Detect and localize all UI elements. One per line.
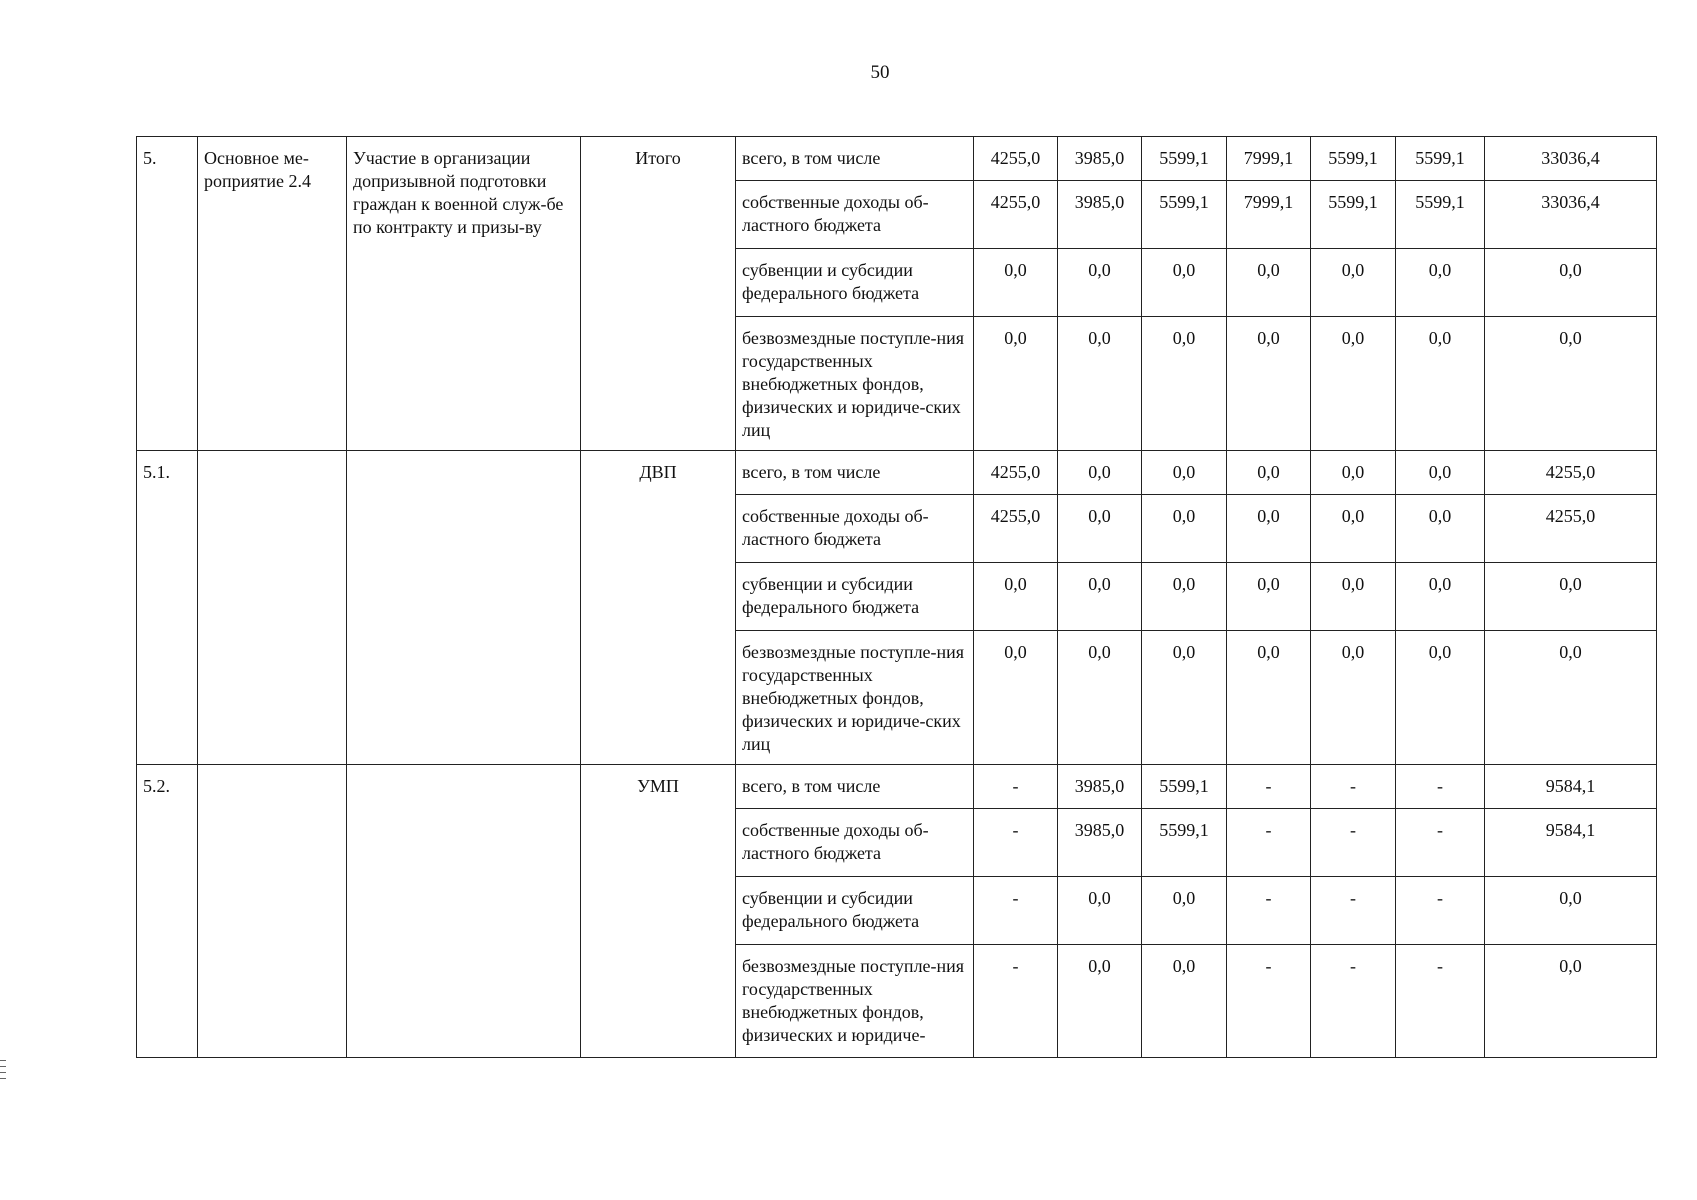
year-value: 0,0 — [1058, 631, 1142, 765]
table-row — [137, 451, 1657, 495]
page-number: 50 — [870, 62, 890, 83]
year-value: - — [1227, 765, 1311, 809]
funding-source: всего, в том числе — [736, 137, 974, 181]
year-value: 5599,1 — [1311, 137, 1396, 181]
year-value: - — [1396, 765, 1485, 809]
year-value: 0,0 — [1142, 563, 1227, 631]
year-value: 0,0 — [1058, 945, 1142, 1058]
event-type — [198, 765, 347, 1058]
year-value: 0,0 — [1058, 317, 1142, 451]
executor: Итого — [581, 137, 736, 451]
year-value: 0,0 — [1058, 877, 1142, 945]
year-value: 0,0 — [1058, 495, 1142, 563]
year-value: - — [1311, 809, 1396, 877]
year-value: 0,0 — [1396, 495, 1485, 563]
event-name — [347, 451, 581, 765]
year-value: 5599,1 — [1142, 765, 1227, 809]
year-value: 5599,1 — [1396, 181, 1485, 249]
year-value: 0,0 — [1396, 249, 1485, 317]
funding-source: безвозмездные поступле-ния государственных внебюджетных фондов, физических и юридиче-ских лиц — [736, 317, 974, 451]
year-value: 0,0 — [974, 631, 1058, 765]
year-value: - — [1396, 809, 1485, 877]
left-edge-marks — [0, 1060, 6, 1084]
year-value: - — [1227, 809, 1311, 877]
row-index: 5.1. — [137, 451, 198, 765]
total-value: 0,0 — [1485, 249, 1657, 317]
funding-source: безвозмездные поступле-ния государственных внебюджетных фондов, физических и юридиче-ских лиц — [736, 631, 974, 765]
funding-source: собственные доходы об-ластного бюджета — [736, 181, 974, 249]
event-name: Участие в организации допризывной подготовки граждан к военной служ-бе по контракту и призы-ву — [347, 137, 581, 451]
total-value: 9584,1 — [1485, 765, 1657, 809]
year-value: 0,0 — [1396, 317, 1485, 451]
year-value: 5599,1 — [1311, 181, 1396, 249]
year-value: - — [1396, 877, 1485, 945]
executor: УМП — [581, 765, 736, 1058]
row-index: 5.2. — [137, 765, 198, 1058]
budget-table — [136, 136, 1657, 1058]
year-value: 0,0 — [1227, 495, 1311, 563]
year-value: 0,0 — [1142, 317, 1227, 451]
total-value: 0,0 — [1485, 877, 1657, 945]
year-value: - — [974, 945, 1058, 1058]
funding-source: субвенции и субсидии федерального бюджета — [736, 877, 974, 945]
funding-source: собственные доходы об-ластного бюджета — [736, 809, 974, 877]
year-value: 0,0 — [974, 563, 1058, 631]
year-value: - — [1396, 945, 1485, 1058]
event-type: Основное ме- роприятие 2.4 — [198, 137, 347, 451]
event-type — [198, 451, 347, 765]
year-value: 0,0 — [1058, 451, 1142, 495]
year-value: 0,0 — [1311, 563, 1396, 631]
year-value: 0,0 — [1311, 451, 1396, 495]
funding-source: собственные доходы об-ластного бюджета — [736, 495, 974, 563]
year-value: - — [1227, 945, 1311, 1058]
table-row — [137, 765, 1657, 809]
year-value: 4255,0 — [974, 495, 1058, 563]
year-value: 0,0 — [1396, 563, 1485, 631]
total-value: 4255,0 — [1485, 495, 1657, 563]
year-value: 0,0 — [1142, 945, 1227, 1058]
executor: ДВП — [581, 451, 736, 765]
year-value: 0,0 — [974, 317, 1058, 451]
year-value: 3985,0 — [1058, 809, 1142, 877]
year-value: 0,0 — [1142, 877, 1227, 945]
year-value: 4255,0 — [974, 451, 1058, 495]
year-value: 4255,0 — [974, 181, 1058, 249]
year-value: - — [974, 809, 1058, 877]
year-value: 0,0 — [974, 249, 1058, 317]
year-value: 0,0 — [1058, 249, 1142, 317]
total-value: 33036,4 — [1485, 181, 1657, 249]
year-value: 7999,1 — [1227, 181, 1311, 249]
year-value: 0,0 — [1142, 249, 1227, 317]
funding-source: всего, в том числе — [736, 451, 974, 495]
year-value: - — [1311, 945, 1396, 1058]
year-value: 3985,0 — [1058, 765, 1142, 809]
year-value: 0,0 — [1142, 451, 1227, 495]
year-value: 0,0 — [1227, 249, 1311, 317]
total-value: 0,0 — [1485, 631, 1657, 765]
year-value: - — [1227, 877, 1311, 945]
year-value: 0,0 — [1396, 631, 1485, 765]
funding-source: всего, в том числе — [736, 765, 974, 809]
year-value: - — [1311, 877, 1396, 945]
funding-source: безвозмездные поступле-ния государственных внебюджетных фондов, физических и юридиче- — [736, 945, 974, 1058]
total-value: 0,0 — [1485, 945, 1657, 1058]
year-value: 0,0 — [1311, 495, 1396, 563]
total-value: 9584,1 — [1485, 809, 1657, 877]
year-value: 3985,0 — [1058, 137, 1142, 181]
year-value: 0,0 — [1396, 451, 1485, 495]
funding-source: субвенции и субсидии федерального бюджета — [736, 249, 974, 317]
total-value: 4255,0 — [1485, 451, 1657, 495]
budget-table-body — [137, 137, 1657, 1058]
total-value: 33036,4 — [1485, 137, 1657, 181]
year-value: 5599,1 — [1142, 181, 1227, 249]
year-value: 0,0 — [1227, 631, 1311, 765]
year-value: - — [974, 877, 1058, 945]
year-value: 0,0 — [1311, 631, 1396, 765]
year-value: 0,0 — [1142, 495, 1227, 563]
year-value: 5599,1 — [1142, 809, 1227, 877]
year-value: 0,0 — [1311, 249, 1396, 317]
year-value: 3985,0 — [1058, 181, 1142, 249]
year-value: 0,0 — [1311, 317, 1396, 451]
total-value: 0,0 — [1485, 563, 1657, 631]
total-value: 0,0 — [1485, 317, 1657, 451]
table-row — [137, 137, 1657, 181]
funding-source: субвенции и субсидии федерального бюджета — [736, 563, 974, 631]
event-name — [347, 765, 581, 1058]
year-value: - — [974, 765, 1058, 809]
year-value: 0,0 — [1227, 563, 1311, 631]
year-value: 5599,1 — [1396, 137, 1485, 181]
year-value: 4255,0 — [974, 137, 1058, 181]
row-index: 5. — [137, 137, 198, 451]
year-value: 0,0 — [1227, 317, 1311, 451]
year-value: 0,0 — [1142, 631, 1227, 765]
year-value: 5599,1 — [1142, 137, 1227, 181]
year-value: 0,0 — [1058, 563, 1142, 631]
year-value: 0,0 — [1227, 451, 1311, 495]
year-value: - — [1311, 765, 1396, 809]
year-value: 7999,1 — [1227, 137, 1311, 181]
